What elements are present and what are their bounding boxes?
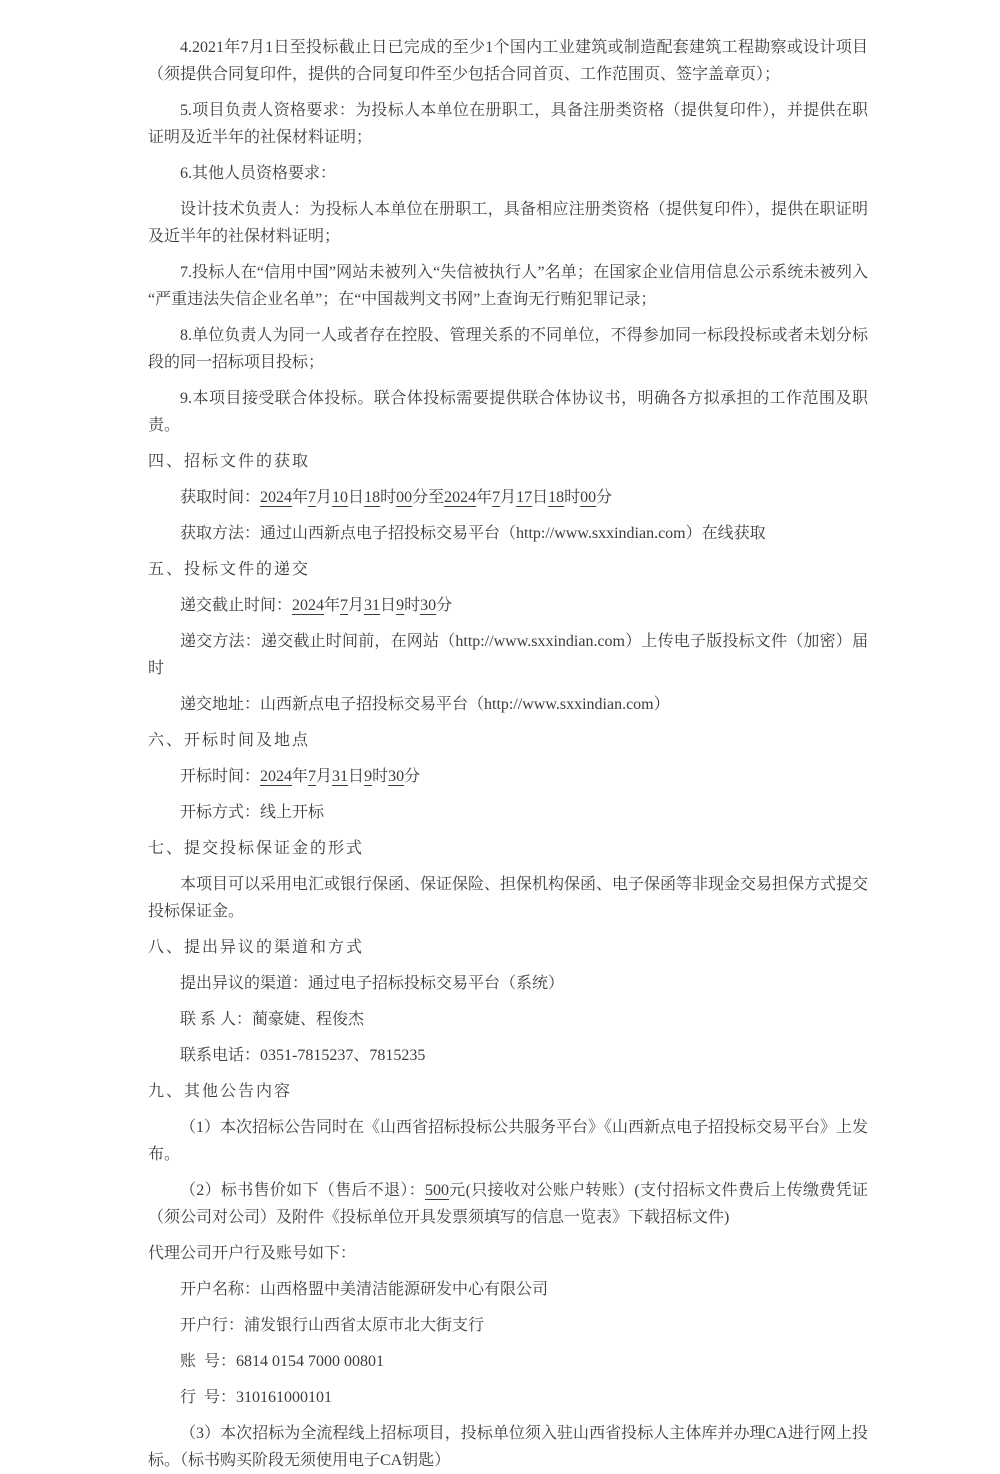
text-run: 月 xyxy=(316,768,333,785)
paragraph-account-number xyxy=(148,1348,868,1375)
section-heading-section-4-heading xyxy=(148,448,868,475)
text-run: 代理公司开户行及账号如下： xyxy=(148,1245,357,1262)
paragraph-other-3 xyxy=(148,1420,868,1474)
paragraph-bid-opening-time xyxy=(148,763,868,790)
text-run: 四、招标文件的获取 xyxy=(148,453,311,470)
section-heading-section-7-heading xyxy=(148,835,868,862)
underlined-text-run: 7 xyxy=(340,597,349,614)
paragraph-clause-7 xyxy=(148,259,868,313)
text-run: 账 号：6814 0154 7000 00801 xyxy=(180,1353,385,1370)
underlined-text-run: 18 xyxy=(364,489,381,506)
text-run: 开户名称：山西格盟中美清洁能源研发中心有限公司 xyxy=(180,1281,549,1298)
text-run: 元(只接收对公账户转账）(支付招标文件费后上传缴费凭证（须公司对公司）及附件《投标单位开具发票须填写的信息一览表》下载招标文件) xyxy=(148,1182,868,1226)
text-run: 时 xyxy=(404,597,421,614)
section-heading-section-8-heading xyxy=(148,934,868,961)
underlined-text-run: 7 xyxy=(492,489,501,506)
paragraph-bank-number xyxy=(148,1384,868,1411)
text-run: 7.投标人在“信用中国”网站未被列入“失信被执行人”名单；在国家企业信用信息公示系统未被列入“严重违法失信企业名单”；在“中国裁判文书网”上查询无行贿犯罪记录； xyxy=(148,264,868,308)
paragraph-clause-4 xyxy=(148,34,868,88)
text-run: 月 xyxy=(500,489,517,506)
text-run: 月 xyxy=(348,597,365,614)
text-run: 联系电话：0351-7815237、7815235 xyxy=(180,1047,426,1064)
text-run: 8.单位负责人为同一人或者存在控股、管理关系的不同单位，不得参加同一标段投标或者未划分标段的同一招标项目投标； xyxy=(148,327,868,371)
paragraph-obtain-method xyxy=(148,520,868,547)
text-run: 日 xyxy=(532,489,549,506)
text-run: 递交截止时间： xyxy=(180,597,293,614)
paragraph-contact-phone xyxy=(148,1042,868,1069)
paragraph-clause-5 xyxy=(148,97,868,151)
underlined-text-run: 17 xyxy=(516,489,533,506)
text-run: 6.其他人员资格要求： xyxy=(180,165,337,182)
section-heading-section-5-heading xyxy=(148,556,868,583)
text-run: 提出异议的渠道：通过电子招标投标交易平台（系统） xyxy=(180,975,565,992)
text-run: 获取方法：通过山西新点电子招投标交易平台（http://www.sxxindian.com）在线获取 xyxy=(180,525,766,542)
underlined-text-run: 30 xyxy=(388,768,405,785)
paragraph-submit-deadline xyxy=(148,592,868,619)
underlined-text-run: 9 xyxy=(396,597,405,614)
text-run: 联 系 人：蔺豪婕、程俊杰 xyxy=(180,1011,365,1028)
paragraph-objection-channel xyxy=(148,970,868,997)
underlined-text-run: 500 xyxy=(424,1182,449,1199)
paragraph-account-name xyxy=(148,1276,868,1303)
text-run: 本项目可以采用电汇或银行保函、保证保险、担保机构保函、电子保函等非现金交易担保方式提交投标保证金。 xyxy=(148,876,869,920)
paragraph-deposit-clause xyxy=(148,871,868,925)
text-run: 年 xyxy=(476,489,493,506)
paragraph-submit-method xyxy=(148,628,868,682)
text-run: 开户行：浦发银行山西省太原市北大街支行 xyxy=(180,1317,485,1334)
text-run: 递交地址：山西新点电子招投标交易平台（http://www.sxxindian.com） xyxy=(180,696,670,713)
underlined-text-run: 00 xyxy=(580,489,597,506)
text-run: 递交方法：递交截止时间前，在网站（http://www.sxxindian.com）上传电子版投标文件（加密）届时 xyxy=(148,633,868,677)
paragraph-clause-6 xyxy=(148,160,868,187)
text-run: 开标时间： xyxy=(180,768,261,785)
text-run: 时 xyxy=(380,489,397,506)
paragraph-account-bank xyxy=(148,1312,868,1339)
paragraph-contact-person xyxy=(148,1006,868,1033)
paragraph-clause-9 xyxy=(148,385,868,439)
text-run: 行 号：310161000101 xyxy=(180,1389,333,1406)
paragraph-obtain-time xyxy=(148,484,868,511)
paragraph-clause-6-design-lead xyxy=(148,196,868,250)
text-run: （1）本次招标公告同时在《山西省招标投标公共服务平台》《山西新点电子招投标交易平台》上发布。 xyxy=(148,1119,869,1163)
underlined-text-run: 31 xyxy=(332,768,349,785)
text-run: 日 xyxy=(380,597,397,614)
text-run: 八、提出异议的渠道和方式 xyxy=(148,939,365,956)
underlined-text-run: 7 xyxy=(308,768,317,785)
text-run: 年 xyxy=(292,768,309,785)
paragraph-other-2 xyxy=(148,1177,868,1231)
text-run: 年 xyxy=(324,597,341,614)
section-heading-section-6-heading xyxy=(148,727,868,754)
text-run: 五、投标文件的递交 xyxy=(148,561,311,578)
underlined-text-run: 30 xyxy=(420,597,437,614)
text-run: 七、提交投标保证金的形式 xyxy=(148,840,365,857)
paragraph-agency-account-intro xyxy=(148,1240,868,1267)
text-run: 日 xyxy=(348,768,365,785)
text-run: 获取时间： xyxy=(180,489,261,506)
underlined-text-run: 00 xyxy=(396,489,413,506)
underlined-text-run: 9 xyxy=(364,768,373,785)
underlined-text-run: 10 xyxy=(332,489,349,506)
text-run: 时 xyxy=(564,489,581,506)
paragraph-submit-address xyxy=(148,691,868,718)
text-run: 日 xyxy=(348,489,365,506)
text-run: 设计技术负责人：为投标人本单位在册职工，具备相应注册类资格（提供复印件），提供在职证明及近半年的社保材料证明； xyxy=(148,201,868,245)
text-run: 开标方式：线上开标 xyxy=(180,804,325,821)
document-body xyxy=(148,34,868,1474)
underlined-text-run: 2024 xyxy=(292,597,325,614)
text-run: 分 xyxy=(404,768,421,785)
text-run: 4.2021年7月1日至投标截止日已完成的至少1个国内工业建筑或制造配套建筑工程勘察或设计项目（须提供合同复印件，提供的合同复印件至少包括合同首页、工作范围页、签字盖章页）； xyxy=(148,39,868,83)
text-run: 六、开标时间及地点 xyxy=(148,732,311,749)
section-heading-section-9-heading xyxy=(148,1078,868,1105)
text-run: 5.项目负责人资格要求：为投标人本单位在册职工，具备注册类资格（提供复印件），并提供在职证明及近半年的社保材料证明； xyxy=(148,102,868,146)
underlined-text-run: 2024 xyxy=(260,489,293,506)
text-run: 月 xyxy=(316,489,333,506)
text-run: 时 xyxy=(372,768,389,785)
underlined-text-run: 31 xyxy=(364,597,381,614)
underlined-text-run: 18 xyxy=(548,489,565,506)
paragraph-bid-opening-method xyxy=(148,799,868,826)
text-run: （3）本次招标为全流程线上招标项目，投标单位须入驻山西省投标人主体库并办理CA进行网上投标。（标书购买阶段无须使用电子CA钥匙） xyxy=(148,1425,868,1469)
text-run: 分至 xyxy=(412,489,445,506)
underlined-text-run: 2024 xyxy=(260,768,293,785)
paragraph-other-1 xyxy=(148,1114,868,1168)
underlined-text-run: 2024 xyxy=(444,489,477,506)
text-run: 年 xyxy=(292,489,309,506)
text-run: 九、其他公告内容 xyxy=(148,1083,293,1100)
text-run: 分 xyxy=(596,489,613,506)
text-run: （2）标书售价如下（售后不退）： xyxy=(180,1182,425,1199)
text-run: 分 xyxy=(436,597,453,614)
underlined-text-run: 7 xyxy=(308,489,317,506)
text-run: 9.本项目接受联合体投标。联合体投标需要提供联合体协议书，明确各方拟承担的工作范围及职责。 xyxy=(148,390,868,434)
paragraph-clause-8 xyxy=(148,322,868,376)
